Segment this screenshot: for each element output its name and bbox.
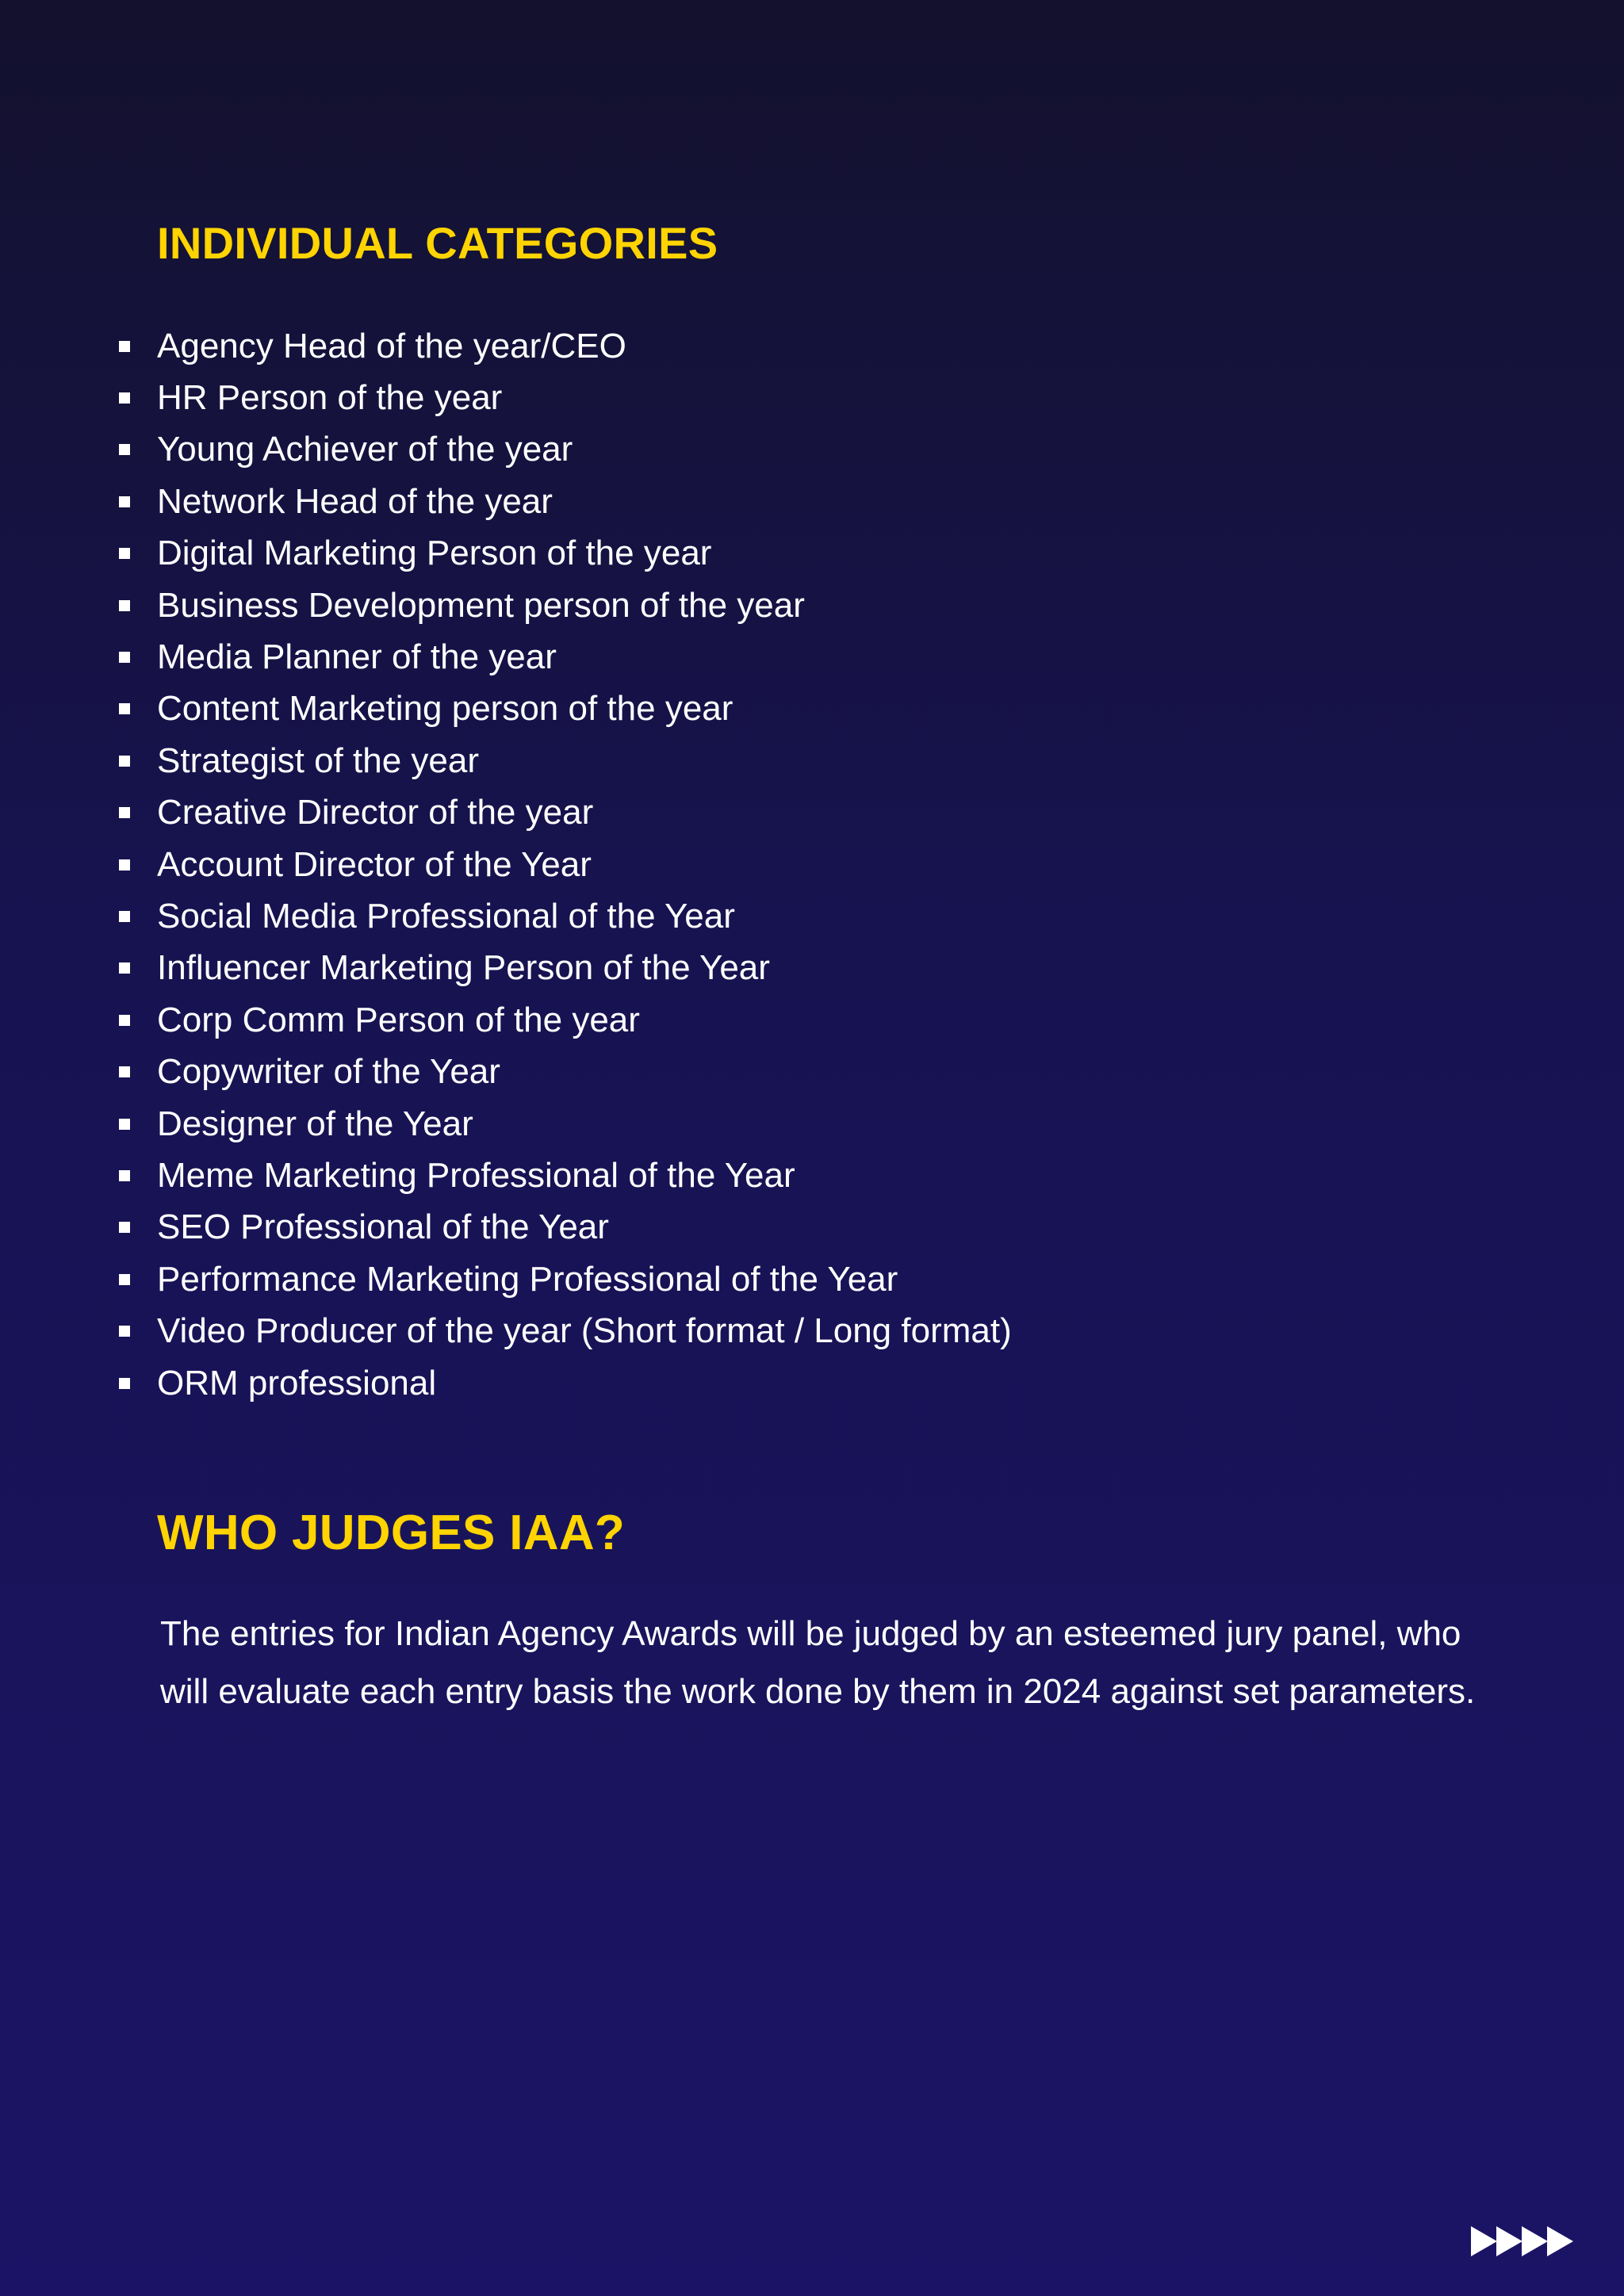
square-bullet-icon xyxy=(119,1326,130,1337)
arrow-right-icon xyxy=(1522,2226,1548,2256)
categories-list xyxy=(119,320,1012,1409)
square-bullet-icon xyxy=(119,652,130,663)
arrow-right-icon xyxy=(1547,2226,1573,2256)
list-item xyxy=(119,476,1012,527)
list-item xyxy=(119,1357,1012,1409)
category-label: Creative Director of the year xyxy=(157,793,594,832)
square-bullet-icon xyxy=(119,1119,130,1130)
square-bullet-icon xyxy=(119,807,130,818)
arrow-right-icon xyxy=(1471,2226,1497,2256)
square-bullet-icon xyxy=(119,444,130,455)
category-label: ORM professional xyxy=(157,1363,437,1402)
list-item xyxy=(119,1305,1012,1357)
list-item xyxy=(119,735,1012,786)
square-bullet-icon xyxy=(119,392,130,404)
category-label: Performance Marketing Professional of the Year xyxy=(157,1259,898,1299)
list-item xyxy=(119,994,1012,1046)
category-label: Business Development person of the year xyxy=(157,585,805,625)
square-bullet-icon xyxy=(119,1378,130,1389)
square-bullet-icon xyxy=(119,1274,130,1285)
square-bullet-icon xyxy=(119,911,130,922)
square-bullet-icon xyxy=(119,1066,130,1077)
list-item xyxy=(119,372,1012,423)
category-label: Agency Head of the year/CEO xyxy=(157,326,626,365)
list-item xyxy=(119,1253,1012,1305)
individual-categories-heading: INDIVIDUAL CATEGORIES xyxy=(157,218,718,268)
square-bullet-icon xyxy=(119,1170,130,1181)
category-label: Copywriter of the Year xyxy=(157,1052,500,1092)
category-label: Influencer Marketing Person of the Year xyxy=(157,948,770,988)
category-label: SEO Professional of the Year xyxy=(157,1207,609,1247)
square-bullet-icon xyxy=(119,756,130,767)
list-item xyxy=(119,320,1012,372)
list-item xyxy=(119,943,1012,994)
list-item xyxy=(119,424,1012,476)
square-bullet-icon xyxy=(119,1222,130,1233)
list-item xyxy=(119,580,1012,631)
category-label: Young Achiever of the year xyxy=(157,430,573,469)
category-label: Video Producer of the year (Short format / Long format) xyxy=(157,1311,1012,1351)
category-label: Strategist of the year xyxy=(157,740,479,780)
arrow-right-icon xyxy=(1496,2226,1522,2256)
category-label: Designer of the Year xyxy=(157,1104,473,1143)
square-bullet-icon xyxy=(119,600,130,611)
square-bullet-icon xyxy=(119,548,130,559)
list-item xyxy=(119,839,1012,890)
category-label: Corp Comm Person of the year xyxy=(157,1000,640,1039)
category-label: Account Director of the Year xyxy=(157,844,592,884)
list-item xyxy=(119,787,1012,839)
square-bullet-icon xyxy=(119,341,130,352)
category-label: Media Planner of the year xyxy=(157,637,557,677)
category-label: Digital Marketing Person of the year xyxy=(157,534,712,573)
who-judges-heading: WHO JUDGES IAA? xyxy=(157,1506,626,1560)
square-bullet-icon xyxy=(119,859,130,871)
list-item xyxy=(119,528,1012,580)
list-item xyxy=(119,890,1012,942)
square-bullet-icon xyxy=(119,703,130,714)
category-label: Meme Marketing Professional of the Year xyxy=(157,1155,795,1195)
list-item xyxy=(119,1202,1012,1253)
category-label: Social Media Professional of the Year xyxy=(157,896,735,936)
list-item xyxy=(119,1046,1012,1097)
square-bullet-icon xyxy=(119,962,130,974)
category-label: Network Head of the year xyxy=(157,481,553,521)
square-bullet-icon xyxy=(119,496,130,507)
category-label: HR Person of the year xyxy=(157,378,503,418)
list-item xyxy=(119,631,1012,683)
square-bullet-icon xyxy=(119,1015,130,1026)
category-label: Content Marketing person of the year xyxy=(157,689,733,729)
list-item xyxy=(119,683,1012,735)
judges-description: The entries for Indian Agency Awards will be judged by an esteemed jury panel, who will evaluate each entry basis the work done by them in 2024 against set parameters. xyxy=(160,1614,1476,1711)
list-item xyxy=(119,1150,1012,1201)
list-item xyxy=(119,1098,1012,1150)
next-arrows-icon[interactable] xyxy=(1472,2226,1573,2256)
